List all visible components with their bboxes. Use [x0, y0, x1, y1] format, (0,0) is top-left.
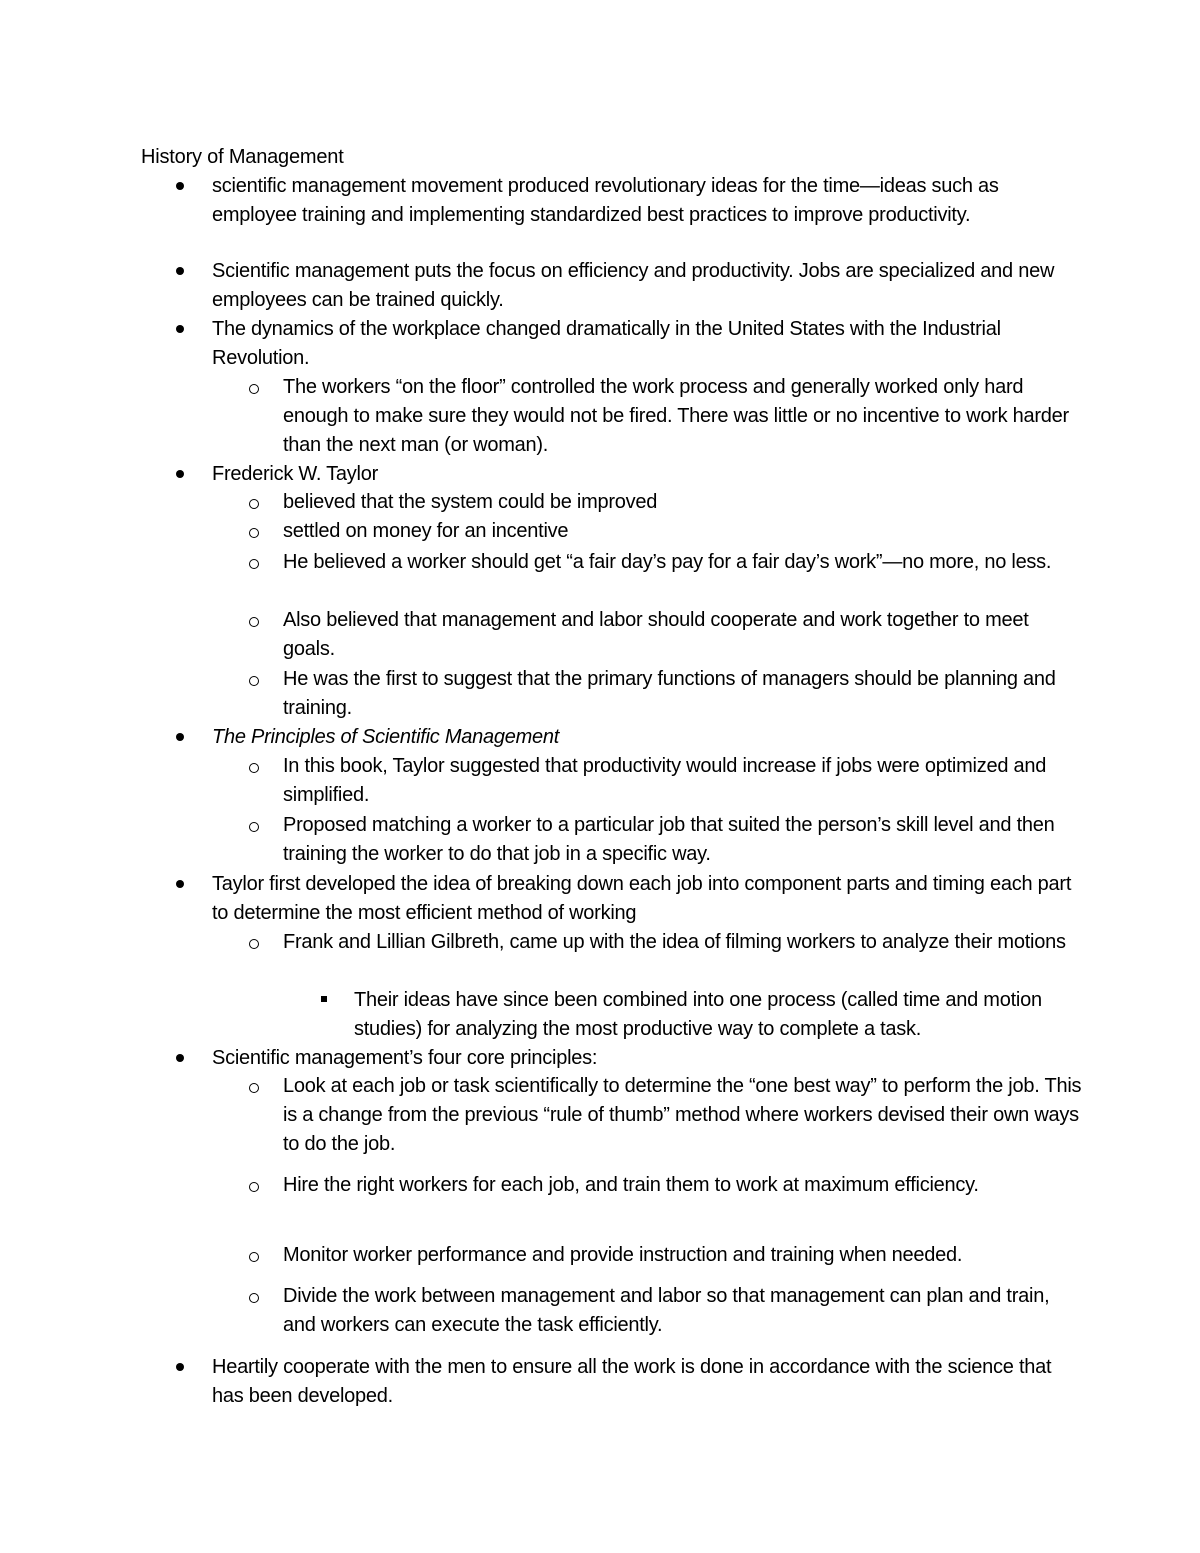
list-marker-level-2 [249, 1083, 259, 1093]
list-item: scientific management movement produced revolutionary ideas for the time—ideas such as employee training and implementing standardized best practices to improve productivity. [212, 175, 999, 226]
list-marker-level-2 [249, 676, 259, 686]
list-marker-level-2 [249, 528, 259, 538]
list-item: Taylor first developed the idea of breaking down each job into component parts and timing each part to determine the most efficient method of working [212, 873, 1072, 924]
list-item: Scientific management puts the focus on efficiency and productivity. Jobs are specialized and new employees can be trained quickly. [212, 260, 1055, 311]
list-item: Divide the work between management and labor so that management can plan and train, and workers can execute the task efficiently. [283, 1285, 1050, 1336]
list-marker-level-1 [176, 1363, 184, 1371]
list-item: Frederick W. Taylor [212, 463, 379, 485]
list-marker-level-3 [321, 996, 327, 1002]
list-marker-level-1 [176, 1054, 184, 1062]
list-marker-level-2 [249, 1252, 259, 1262]
list-marker-level-1 [176, 267, 184, 275]
list-marker-level-2 [249, 499, 259, 509]
list-marker-level-2 [249, 763, 259, 773]
list-marker-level-2 [249, 1293, 259, 1303]
list-item: Hire the right workers for each job, and train them to work at maximum efficiency. [283, 1174, 979, 1196]
list-item: believed that the system could be improved [283, 491, 658, 513]
list-marker-level-1 [176, 182, 184, 190]
document-title: History of Management [141, 146, 344, 168]
list-marker-level-2 [249, 617, 259, 627]
list-marker-level-1 [176, 880, 184, 888]
list-item: Monitor worker performance and provide instruction and training when needed. [283, 1244, 963, 1266]
list-marker-level-2 [249, 1182, 259, 1192]
list-item: settled on money for an incentive [283, 520, 569, 542]
list-marker-level-1 [176, 470, 184, 478]
list-marker-level-2 [249, 822, 259, 832]
list-item: Frank and Lillian Gilbreth, came up with the idea of filming workers to analyze their motions [283, 931, 1066, 953]
list-marker-level-1 [176, 325, 184, 333]
list-item: Proposed matching a worker to a particular job that suited the person’s skill level and then training the worker to do that job in a specific way. [283, 814, 1055, 865]
list-item: Their ideas have since been combined into one process (called time and motion studies) for analyzing the most productive way to complete a task. [354, 989, 1042, 1040]
list-marker-level-2 [249, 384, 259, 394]
list-item: Heartily cooperate with the men to ensure all the work is done in accordance with the science that has been developed. [212, 1356, 1052, 1407]
list-item: He was the first to suggest that the primary functions of managers should be planning and training. [283, 668, 1056, 719]
list-item: In this book, Taylor suggested that productivity would increase if jobs were optimized and simplified. [283, 755, 1047, 806]
list-item: Scientific management’s four core principles: [212, 1047, 598, 1069]
list-item: The workers “on the floor” controlled the work process and generally worked only hard enough to make sure they would not be fired. There was little or no incentive to work harder than the next man (or woman). [283, 376, 1069, 456]
list-marker-level-1 [176, 733, 184, 741]
list-item: The Principles of Scientific Management [212, 726, 560, 748]
list-item: Look at each job or task scientifically to determine the “one best way” to perform the job. This is a change from the previous “rule of thumb” method where workers devised their own ways to do the job. [283, 1075, 1082, 1155]
list-marker-level-2 [249, 939, 259, 949]
list-item: He believed a worker should get “a fair day’s pay for a fair day’s work”—no more, no less. [283, 551, 1052, 573]
list-item: Also believed that management and labor should cooperate and work together to meet goals. [283, 609, 1029, 660]
list-item: The dynamics of the workplace changed dramatically in the United States with the Industrial Revolution. [212, 318, 1001, 369]
list-marker-level-2 [249, 559, 259, 569]
